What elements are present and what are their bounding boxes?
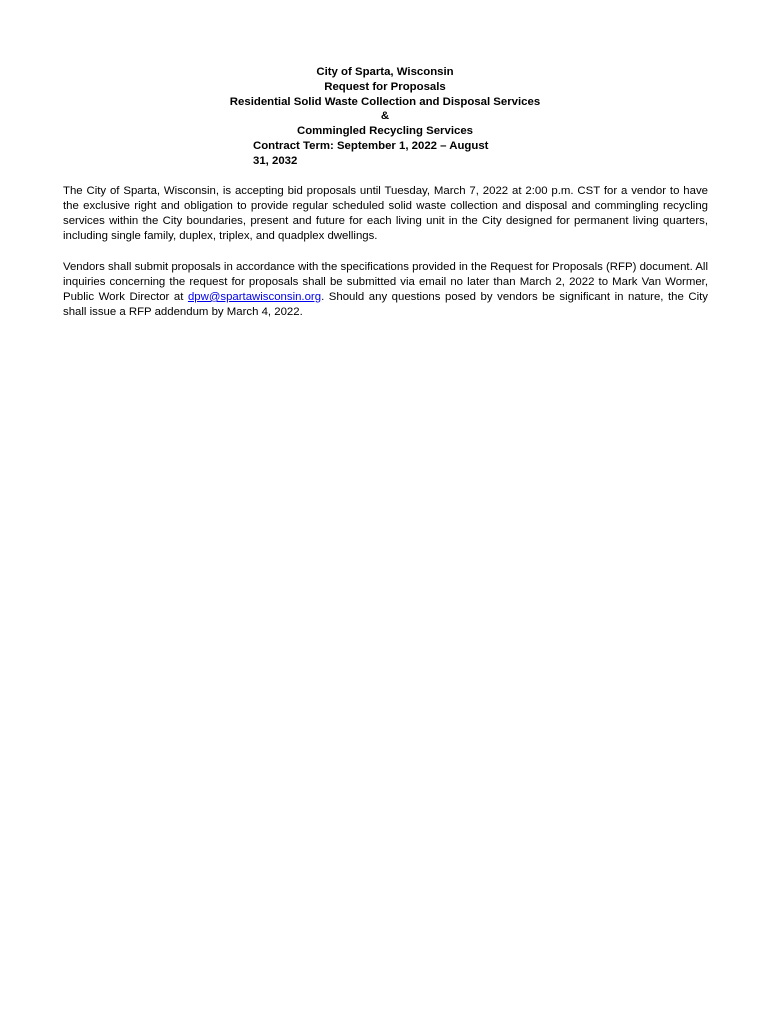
header-contract-term: Contract Term: September 1, 2022 – August	[253, 139, 489, 152]
header-ampersand: &	[380, 110, 390, 123]
paragraph-text-after-link: . Should any questions posed by vendors be significant in nature, the City shall issue a RFP addendum by March 4, 2022.	[63, 291, 708, 318]
paragraph-text-before-link: Vendors shall submit proposals in accordance with the specifications provided in the Request for Proposals (RFP) document. All inquiries concerning the request for proposals shall be submitted via email no later than March 2, 2022 to Mark Van Wormer, Public Work Director at	[63, 261, 708, 303]
paragraph-bid-announcement: The City of Sparta, Wisconsin, is accepting bid proposals until Tuesday, March 7, 2022 at 2:00 p.m. CST for a vendor to have the exclusive right and obligation to provide regular scheduled solid waste collection and disposal and commingling recycling services within the City boundaries, present and future for each living unit in the City designed for permanent living quarters, including single family, duplex, triplex, and quadplex dwellings.	[63, 185, 708, 242]
paragraph-submission-instructions	[63, 260, 708, 320]
header-rfp-title: Request for Proposals	[324, 80, 446, 93]
header-services-title: Residential Solid Waste Collection and Disposal Services	[229, 95, 541, 108]
email-link[interactable]: dpw@spartawisconsin.org	[187, 291, 322, 303]
header-contract-term-end: 31, 2032	[253, 154, 298, 167]
header-city-title: City of Sparta, Wisconsin	[316, 66, 454, 78]
header-recycling-title: Commingled Recycling Services	[297, 125, 473, 138]
document-header	[0, 65, 770, 169]
